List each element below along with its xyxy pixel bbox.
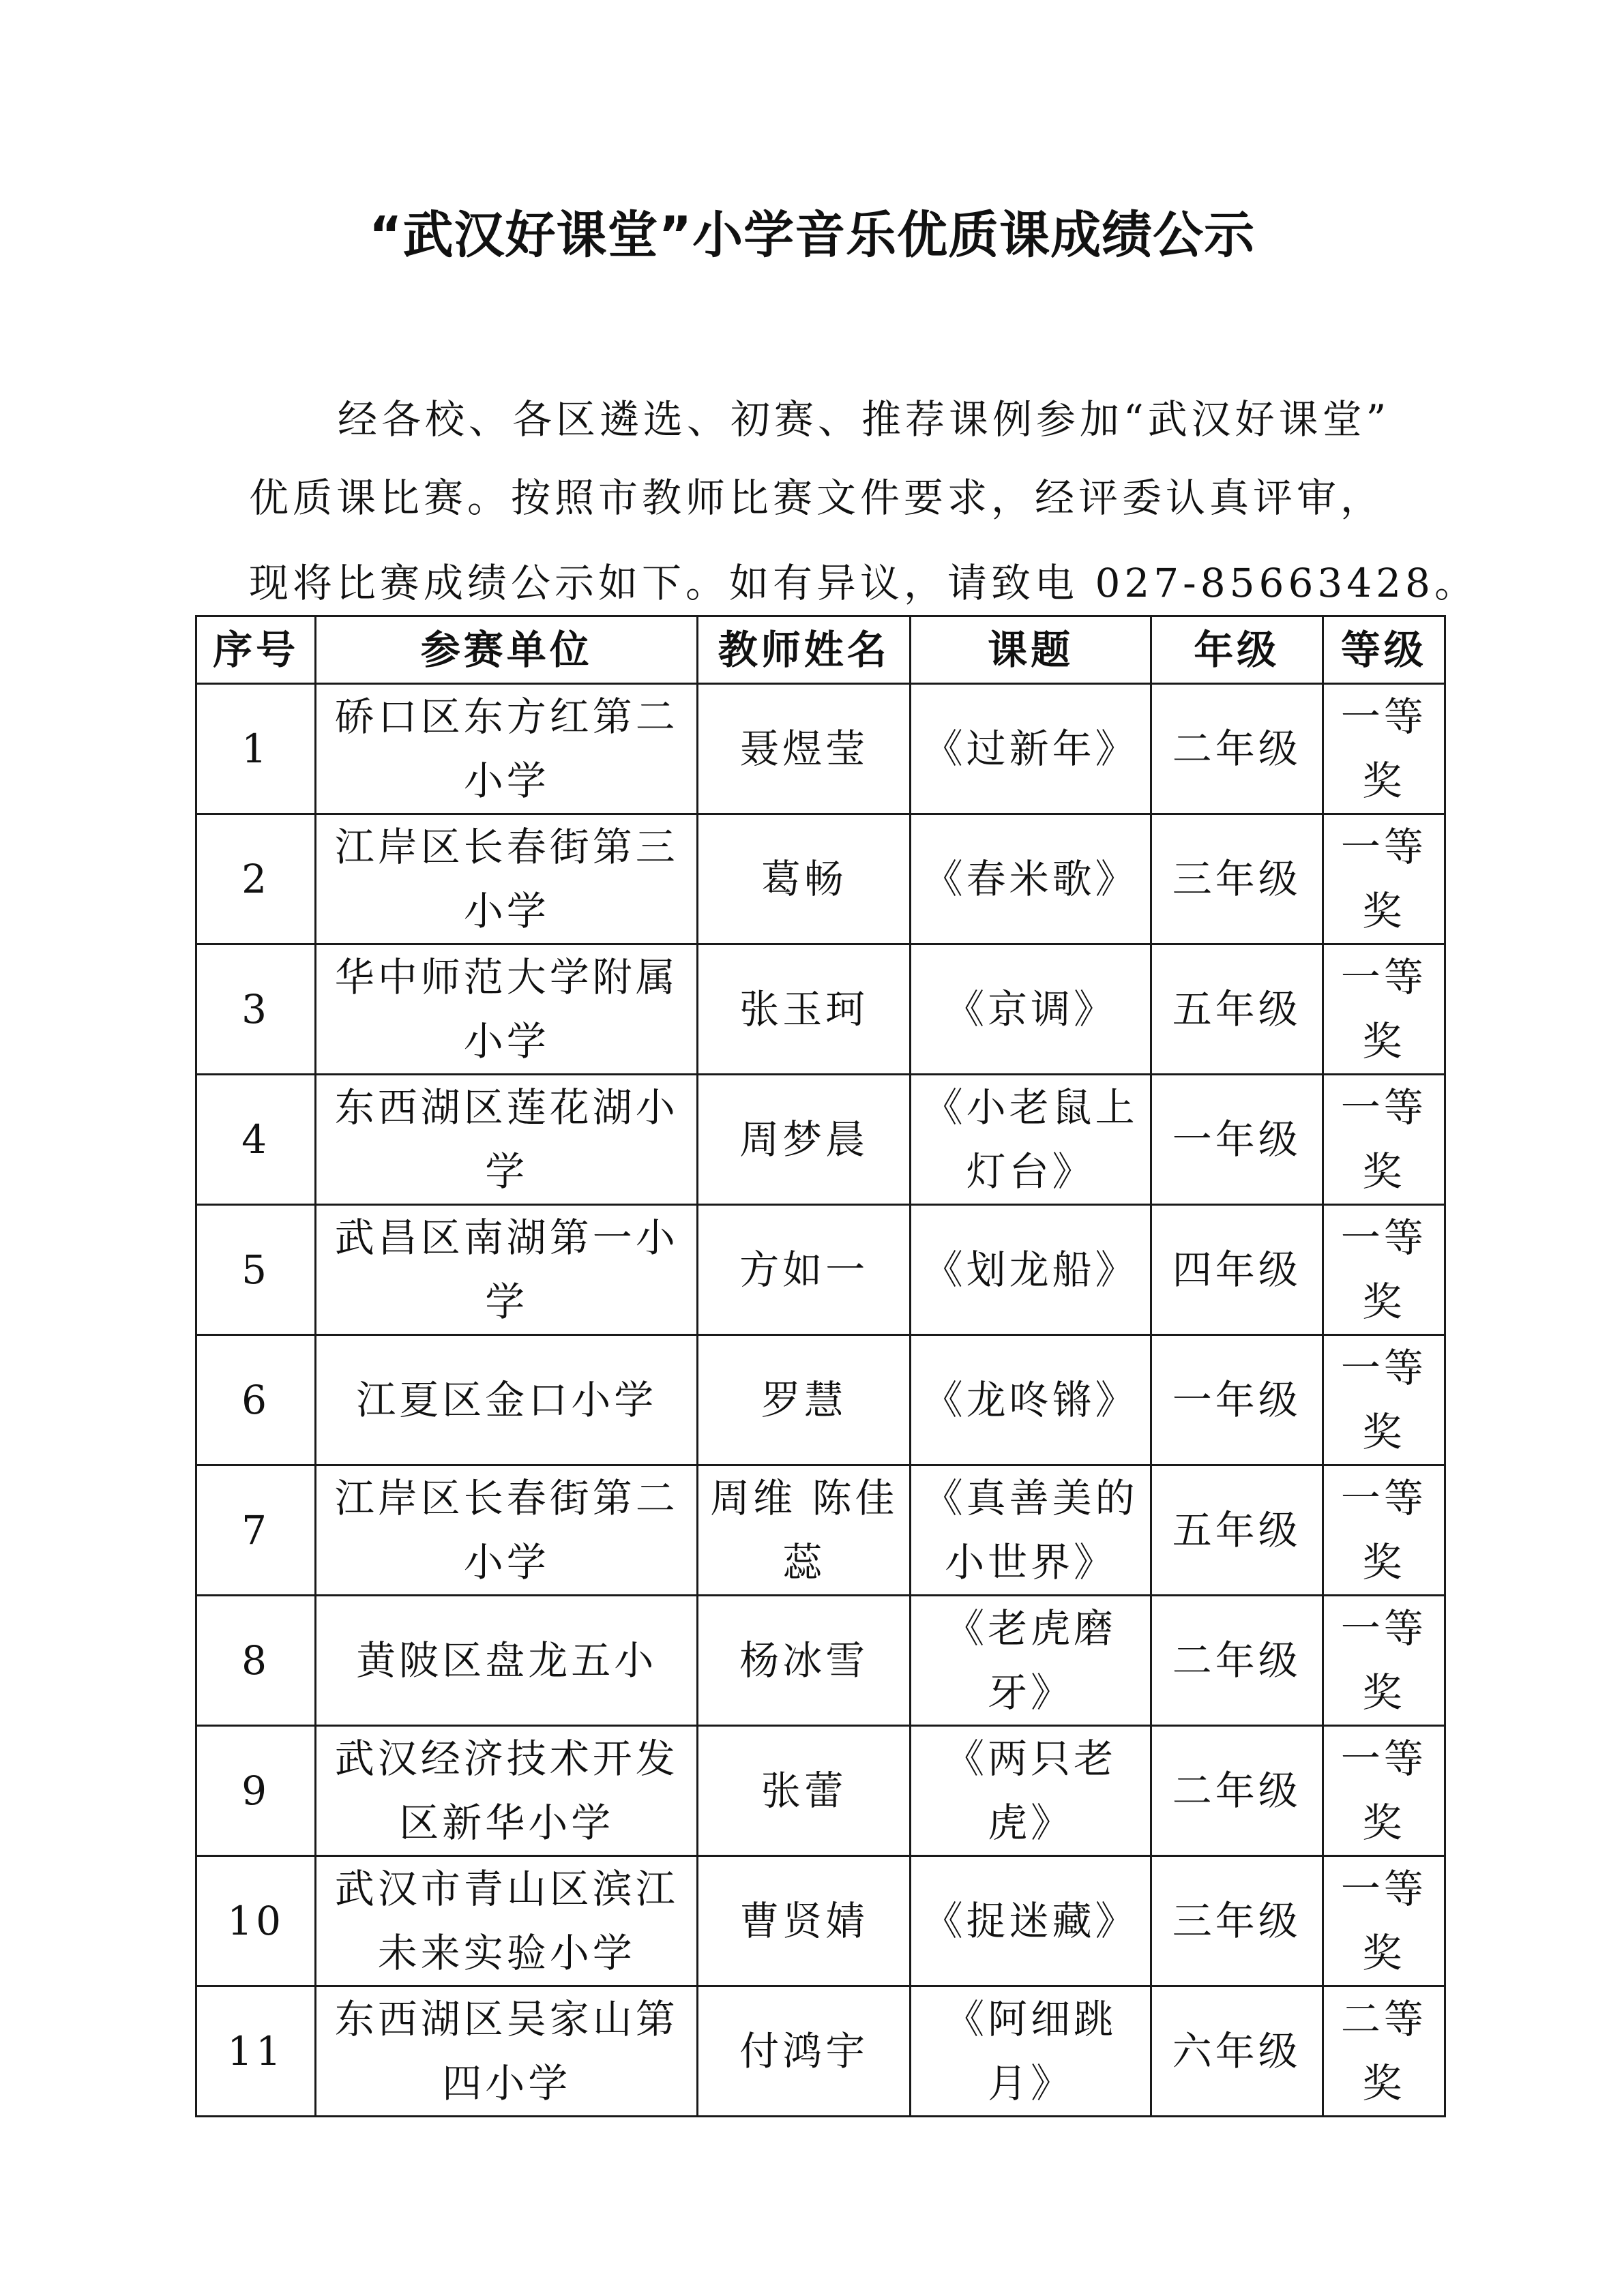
cell-topic: 《小老鼠上灯台》	[911, 1075, 1151, 1205]
cell-teacher: 聂煜莹	[698, 684, 911, 814]
cell-topic: 《阿细跳月》	[911, 1986, 1151, 2117]
cell-no: 4	[196, 1075, 316, 1205]
cell-grade: 五年级	[1151, 944, 1323, 1075]
cell-unit: 东西湖区莲花湖小学	[316, 1075, 698, 1205]
cell-no: 6	[196, 1335, 316, 1465]
cell-level: 一等奖	[1323, 1205, 1445, 1335]
cell-grade: 二年级	[1151, 1726, 1323, 1856]
cell-unit: 江岸区长春街第二小学	[316, 1465, 698, 1596]
cell-topic: 《春米歌》	[911, 814, 1151, 944]
table-row	[196, 1465, 1445, 1596]
cell-topic: 《老虎磨牙》	[911, 1596, 1151, 1726]
table-row	[196, 814, 1445, 944]
cell-level: 一等奖	[1323, 1856, 1445, 1986]
cell-unit: 武汉经济技术开发区新华小学	[316, 1726, 698, 1856]
cell-unit: 江岸区长春街第三小学	[316, 814, 698, 944]
cell-teacher: 周梦晨	[698, 1075, 911, 1205]
cell-unit: 华中师范大学附属小学	[316, 944, 698, 1075]
cell-topic: 《龙咚锵》	[911, 1335, 1151, 1465]
header-no: 序号	[196, 616, 316, 684]
cell-unit: 江夏区金口小学	[316, 1335, 698, 1465]
table-row	[196, 1596, 1445, 1726]
table-body	[196, 684, 1445, 2117]
document-title: “武汉好课堂”小学音乐优质课成绩公示	[368, 206, 1256, 265]
cell-level: 一等奖	[1323, 684, 1445, 814]
cell-level: 一等奖	[1323, 1465, 1445, 1596]
cell-topic: 《捉迷藏》	[911, 1856, 1151, 1986]
cell-no: 2	[196, 814, 316, 944]
cell-topic: 《两只老虎》	[911, 1726, 1151, 1856]
table-row	[196, 944, 1445, 1075]
cell-grade: 五年级	[1151, 1465, 1323, 1596]
cell-topic: 《划龙船》	[911, 1205, 1151, 1335]
cell-teacher: 罗慧	[698, 1335, 911, 1465]
cell-grade: 六年级	[1151, 1986, 1323, 2117]
cell-no: 5	[196, 1205, 316, 1335]
cell-teacher: 方如一	[698, 1205, 911, 1335]
header-grade: 年级	[1151, 616, 1323, 684]
cell-no: 1	[196, 684, 316, 814]
header-topic: 课题	[911, 616, 1151, 684]
cell-grade: 二年级	[1151, 1596, 1323, 1726]
table-row	[196, 684, 1445, 814]
intro-paragraph-line-1: 经各校、各区遴选、初赛、推荐课例参加“武汉好课堂”	[338, 396, 1391, 443]
table-row	[196, 1856, 1445, 1986]
cell-teacher: 曹贤婧	[698, 1856, 911, 1986]
intro-paragraph-line-3: 现将比赛成绩公示如下。如有异议，请致电 027-85663428。	[249, 560, 1478, 606]
intro-paragraph-line-2: 优质课比赛。按照市教师比赛文件要求，经评委认真评审，	[249, 475, 1385, 521]
cell-topic: 《京调》	[911, 944, 1151, 1075]
cell-level: 一等奖	[1323, 814, 1445, 944]
cell-teacher: 杨冰雪	[698, 1596, 911, 1726]
cell-teacher: 周维 陈佳蕊	[698, 1465, 911, 1596]
cell-unit: 武汉市青山区滨江未来实验小学	[316, 1856, 698, 1986]
cell-topic: 《真善美的小世界》	[911, 1465, 1151, 1596]
cell-level: 一等奖	[1323, 1335, 1445, 1465]
table-row	[196, 1335, 1445, 1465]
cell-grade: 一年级	[1151, 1075, 1323, 1205]
cell-no: 11	[196, 1986, 316, 2117]
cell-grade: 二年级	[1151, 684, 1323, 814]
cell-teacher: 葛畅	[698, 814, 911, 944]
cell-grade: 三年级	[1151, 814, 1323, 944]
cell-grade: 四年级	[1151, 1205, 1323, 1335]
cell-unit: 黄陂区盘龙五小	[316, 1596, 698, 1726]
cell-grade: 一年级	[1151, 1335, 1323, 1465]
cell-unit: 硚口区东方红第二小学	[316, 684, 698, 814]
cell-no: 3	[196, 944, 316, 1075]
cell-no: 8	[196, 1596, 316, 1726]
cell-level: 一等奖	[1323, 1075, 1445, 1205]
header-unit: 参赛单位	[316, 616, 698, 684]
cell-teacher: 张蕾	[698, 1726, 911, 1856]
header-teacher: 教师姓名	[698, 616, 911, 684]
cell-level: 一等奖	[1323, 944, 1445, 1075]
cell-teacher: 张玉珂	[698, 944, 911, 1075]
cell-level: 二等奖	[1323, 1986, 1445, 2117]
cell-level: 一等奖	[1323, 1596, 1445, 1726]
cell-level: 一等奖	[1323, 1726, 1445, 1856]
cell-no: 7	[196, 1465, 316, 1596]
table-row	[196, 1726, 1445, 1856]
table-row	[196, 1205, 1445, 1335]
table-header-row	[196, 616, 1445, 684]
cell-unit: 武昌区南湖第一小学	[316, 1205, 698, 1335]
cell-unit: 东西湖区吴家山第四小学	[316, 1986, 698, 2117]
table-row	[196, 1075, 1445, 1205]
cell-grade: 三年级	[1151, 1856, 1323, 1986]
cell-no: 10	[196, 1856, 316, 1986]
cell-no: 9	[196, 1726, 316, 1856]
results-table	[195, 615, 1446, 2117]
cell-topic: 《过新年》	[911, 684, 1151, 814]
header-level: 等级	[1323, 616, 1445, 684]
cell-teacher: 付鸿宇	[698, 1986, 911, 2117]
table-row	[196, 1986, 1445, 2117]
